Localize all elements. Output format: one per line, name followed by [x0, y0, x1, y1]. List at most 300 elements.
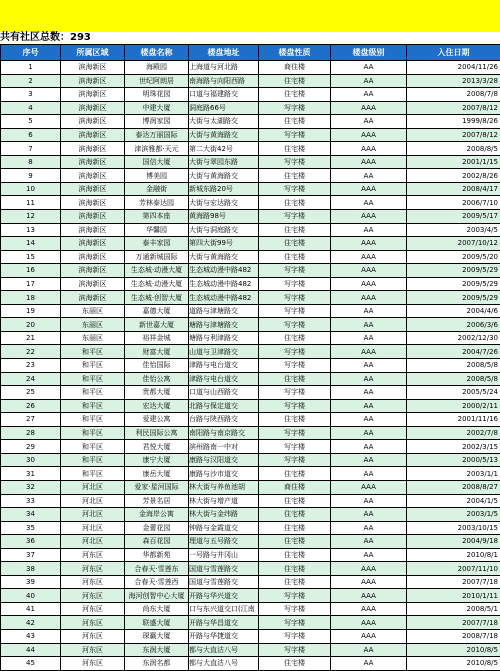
cell-building-name[interactable]: 金蕾花园 — [125, 521, 189, 535]
cell-grade[interactable]: AA — [331, 453, 407, 467]
cell-index[interactable]: 5 — [1, 115, 61, 129]
table-row[interactable] — [1, 480, 500, 494]
cell-address[interactable]: 开路与华兴道交 — [189, 589, 259, 603]
cell-building-name[interactable]: 生态城·动漫大厦 — [125, 277, 189, 291]
cell-grade[interactable]: AA — [331, 643, 407, 657]
cell-move-in-date[interactable]: 2008/8/5 — [407, 142, 500, 156]
table-row[interactable] — [1, 643, 500, 657]
cell-building-name[interactable]: 国信大厦 — [125, 155, 189, 169]
cell-building-name[interactable]: 华馨园 — [125, 223, 189, 237]
cell-move-in-date[interactable]: 2009/5/20 — [407, 250, 500, 264]
cell-address[interactable]: 口与东兴道交口(江南 — [189, 602, 259, 616]
cell-move-in-date[interactable]: 2004/4/6 — [407, 304, 500, 318]
cell-grade[interactable]: AAA — [331, 128, 407, 142]
cell-building-name[interactable]: 津滨雅都·天元 — [125, 142, 189, 156]
cell-address[interactable]: 林大街与养鱼池胡 — [189, 480, 259, 494]
cell-type[interactable]: 商住楼 — [259, 61, 331, 75]
cell-index[interactable]: 38 — [1, 562, 61, 576]
cell-district[interactable]: 河东区 — [61, 657, 125, 671]
cell-move-in-date[interactable]: 2002/3/15 — [407, 440, 500, 454]
cell-grade[interactable]: AAA — [331, 210, 407, 224]
cell-address[interactable]: 南阳路与南京路交 — [189, 426, 259, 440]
cell-address[interactable]: 都与大直沽八号 — [189, 643, 259, 657]
cell-district[interactable]: 滨海新区 — [61, 210, 125, 224]
table-row[interactable] — [1, 508, 500, 522]
cell-move-in-date[interactable]: 1999/8/26 — [407, 115, 500, 129]
cell-district[interactable]: 滨海新区 — [61, 237, 125, 251]
cell-type[interactable]: 写字楼 — [259, 643, 331, 657]
cell-address[interactable]: 生态城动漫中路482 — [189, 277, 259, 291]
cell-grade[interactable]: AA — [331, 440, 407, 454]
cell-district[interactable]: 河北区 — [61, 535, 125, 549]
cell-grade[interactable]: AAA — [331, 250, 407, 264]
cell-building-name[interactable]: 财富大厦 — [125, 345, 189, 359]
table-row[interactable] — [1, 589, 500, 603]
cell-address[interactable]: 国道与雪莲路交 — [189, 575, 259, 589]
cell-grade[interactable]: AA — [331, 359, 407, 373]
column-header[interactable]: 所属区域 — [61, 45, 125, 61]
table-row[interactable] — [1, 535, 500, 549]
cell-type[interactable]: 住宅楼 — [259, 250, 331, 264]
table-row[interactable] — [1, 101, 500, 115]
cell-type[interactable]: 写字楼 — [259, 629, 331, 643]
cell-index[interactable]: 44 — [1, 643, 61, 657]
cell-building-name[interactable]: 嘉德大厦 — [125, 304, 189, 318]
cell-building-name[interactable]: 康宁大厦 — [125, 453, 189, 467]
cell-building-name[interactable]: 华都新苑 — [125, 548, 189, 562]
cell-building-name[interactable]: 贵都大厦 — [125, 386, 189, 400]
table-row[interactable] — [1, 304, 500, 318]
table-row[interactable] — [1, 629, 500, 643]
cell-index[interactable]: 17 — [1, 277, 61, 291]
cell-grade[interactable]: AA — [331, 304, 407, 318]
cell-move-in-date[interactable]: 2008/5/1 — [407, 602, 500, 616]
cell-building-name[interactable]: 第四本座 — [125, 210, 189, 224]
cell-address[interactable]: 塘路与利津路交 — [189, 331, 259, 345]
cell-index[interactable]: 28 — [1, 426, 61, 440]
cell-index[interactable]: 2 — [1, 74, 61, 88]
cell-move-in-date[interactable]: 2009/5/29 — [407, 264, 500, 278]
cell-grade[interactable]: AAA — [331, 101, 407, 115]
cell-grade[interactable]: AA — [331, 88, 407, 102]
table-row[interactable] — [1, 182, 500, 196]
cell-building-name[interactable]: 利民国际公寓 — [125, 426, 189, 440]
cell-grade[interactable]: AAA — [331, 589, 407, 603]
cell-move-in-date[interactable]: 2010/8/1 — [407, 548, 500, 562]
cell-address[interactable]: 北路与保定道交 — [189, 399, 259, 413]
cell-grade[interactable]: AAA — [331, 575, 407, 589]
cell-district[interactable]: 和平区 — [61, 440, 125, 454]
table-row[interactable] — [1, 277, 500, 291]
cell-move-in-date[interactable]: 2005/5/24 — [407, 386, 500, 400]
cell-index[interactable]: 4 — [1, 101, 61, 115]
cell-type[interactable]: 住宅楼 — [259, 494, 331, 508]
cell-grade[interactable]: AAA — [331, 616, 407, 630]
cell-grade[interactable]: AAA — [331, 237, 407, 251]
table-row[interactable] — [1, 318, 500, 332]
cell-building-name[interactable]: 佳怡国际 — [125, 359, 189, 373]
table-row[interactable] — [1, 115, 500, 129]
cell-district[interactable]: 河东区 — [61, 629, 125, 643]
cell-type[interactable]: 写字楼 — [259, 182, 331, 196]
cell-district[interactable]: 滨海新区 — [61, 101, 125, 115]
cell-grade[interactable]: AAA — [331, 602, 407, 616]
cell-district[interactable]: 滨海新区 — [61, 128, 125, 142]
table-row[interactable] — [1, 521, 500, 535]
cell-district[interactable]: 滨海新区 — [61, 182, 125, 196]
cell-district[interactable]: 和平区 — [61, 453, 125, 467]
cell-index[interactable]: 21 — [1, 331, 61, 345]
cell-grade[interactable]: AAA — [331, 291, 407, 305]
cell-move-in-date[interactable]: 2007/11/10 — [407, 562, 500, 576]
cell-building-name[interactable]: 森百花园 — [125, 535, 189, 549]
cell-address[interactable]: 塘路与津塘路交 — [189, 318, 259, 332]
table-row[interactable] — [1, 413, 500, 427]
cell-type[interactable]: 住宅楼 — [259, 88, 331, 102]
cell-address[interactable]: 钟路与金霞道交 — [189, 521, 259, 535]
cell-district[interactable]: 河东区 — [61, 562, 125, 576]
cell-building-name[interactable]: 裕祥金城 — [125, 331, 189, 345]
cell-building-name[interactable]: 东润大厦 — [125, 643, 189, 657]
column-header[interactable]: 入住日期 — [407, 45, 500, 61]
cell-grade[interactable]: AA — [331, 521, 407, 535]
cell-district[interactable]: 滨海新区 — [61, 169, 125, 183]
cell-building-name[interactable]: 生态城·动漫大厦 — [125, 264, 189, 278]
cell-move-in-date[interactable]: 2003/4/5 — [407, 223, 500, 237]
cell-index[interactable]: 9 — [1, 169, 61, 183]
cell-district[interactable]: 河东区 — [61, 575, 125, 589]
cell-address[interactable]: 开路与华昌道交 — [189, 616, 259, 630]
cell-district[interactable]: 和平区 — [61, 399, 125, 413]
cell-address[interactable]: 大街与黄海路交 — [189, 128, 259, 142]
cell-move-in-date[interactable]: 2000/5/13 — [407, 453, 500, 467]
cell-grade[interactable]: AA — [331, 386, 407, 400]
cell-move-in-date[interactable]: 2001/1/15 — [407, 155, 500, 169]
cell-district[interactable]: 和平区 — [61, 426, 125, 440]
cell-index[interactable]: 41 — [1, 602, 61, 616]
cell-building-name[interactable]: 尚东大厦 — [125, 602, 189, 616]
cell-district[interactable]: 滨海新区 — [61, 250, 125, 264]
cell-type[interactable]: 写字楼 — [259, 399, 331, 413]
cell-building-name[interactable]: 合春天·雪莲西 — [125, 575, 189, 589]
column-header[interactable]: 序号 — [1, 45, 61, 61]
cell-move-in-date[interactable]: 2009/5/29 — [407, 277, 500, 291]
cell-building-name[interactable]: 泰丰家园 — [125, 237, 189, 251]
cell-move-in-date[interactable]: 2002/7/8 — [407, 426, 500, 440]
cell-type[interactable]: 住宅楼 — [259, 74, 331, 88]
cell-building-name[interactable]: 明珠花园 — [125, 88, 189, 102]
cell-index[interactable]: 20 — [1, 318, 61, 332]
cell-district[interactable]: 东丽区 — [61, 304, 125, 318]
cell-address[interactable]: 康路与沙市道交 — [189, 467, 259, 481]
cell-index[interactable]: 11 — [1, 196, 61, 210]
cell-grade[interactable]: AAA — [331, 264, 407, 278]
cell-grade[interactable]: AA — [331, 372, 407, 386]
cell-index[interactable]: 10 — [1, 182, 61, 196]
cell-address[interactable]: 上海道与河北路 — [189, 61, 259, 75]
cell-district[interactable]: 和平区 — [61, 386, 125, 400]
cell-move-in-date[interactable]: 2001/11/16 — [407, 413, 500, 427]
cell-grade[interactable]: AA — [331, 508, 407, 522]
cell-building-name[interactable]: 海河创智中心大厦 — [125, 589, 189, 603]
cell-type[interactable]: 写字楼 — [259, 128, 331, 142]
cell-address[interactable]: 都与大直沽八号 — [189, 657, 259, 671]
table-row[interactable] — [1, 223, 500, 237]
cell-index[interactable]: 35 — [1, 521, 61, 535]
cell-district[interactable]: 滨海新区 — [61, 291, 125, 305]
cell-type[interactable]: 住宅楼 — [259, 467, 331, 481]
cell-building-name[interactable]: 博润家园 — [125, 115, 189, 129]
cell-type[interactable]: 写字楼 — [259, 589, 331, 603]
table-row[interactable] — [1, 602, 500, 616]
cell-index[interactable]: 37 — [1, 548, 61, 562]
table-row[interactable] — [1, 142, 500, 156]
cell-type[interactable]: 写字楼 — [259, 440, 331, 454]
cell-type[interactable]: 住宅楼 — [259, 575, 331, 589]
cell-district[interactable]: 河北区 — [61, 494, 125, 508]
cell-type[interactable]: 商住楼 — [259, 480, 331, 494]
cell-district[interactable]: 河北区 — [61, 508, 125, 522]
cell-district[interactable]: 滨海新区 — [61, 196, 125, 210]
cell-type[interactable]: 住宅楼 — [259, 169, 331, 183]
cell-address[interactable]: 大街与宏达路交 — [189, 196, 259, 210]
cell-type[interactable]: 住宅楼 — [259, 196, 331, 210]
cell-index[interactable]: 32 — [1, 480, 61, 494]
cell-move-in-date[interactable]: 2007/8/12 — [407, 101, 500, 115]
cell-district[interactable]: 和平区 — [61, 359, 125, 373]
cell-type[interactable]: 住宅楼 — [259, 223, 331, 237]
table-row[interactable] — [1, 250, 500, 264]
cell-type[interactable]: 住宅楼 — [259, 237, 331, 251]
cell-type[interactable]: 写字楼 — [259, 101, 331, 115]
cell-address[interactable]: 大街与黄海路交 — [189, 250, 259, 264]
table-row[interactable] — [1, 61, 500, 75]
cell-grade[interactable]: AA — [331, 535, 407, 549]
cell-grade[interactable]: AA — [331, 331, 407, 345]
cell-building-name[interactable]: 合春天·雪莲东 — [125, 562, 189, 576]
table-row[interactable] — [1, 494, 500, 508]
cell-move-in-date[interactable]: 2004/9/18 — [407, 535, 500, 549]
cell-type[interactable]: 写字楼 — [259, 616, 331, 630]
cell-grade[interactable]: AA — [331, 61, 407, 75]
cell-district[interactable]: 滨海新区 — [61, 264, 125, 278]
cell-type[interactable]: 住宅楼 — [259, 657, 331, 671]
cell-index[interactable]: 33 — [1, 494, 61, 508]
cell-type[interactable]: 住宅楼 — [259, 548, 331, 562]
cell-grade[interactable]: AA — [331, 426, 407, 440]
cell-move-in-date[interactable]: 2008/5/8 — [407, 372, 500, 386]
cell-move-in-date[interactable]: 2010/8/5 — [407, 643, 500, 657]
cell-grade[interactable]: AA — [331, 74, 407, 88]
cell-index[interactable]: 23 — [1, 359, 61, 373]
cell-district[interactable]: 滨海新区 — [61, 142, 125, 156]
cell-building-name[interactable]: 联盛大厦 — [125, 616, 189, 630]
table-row[interactable] — [1, 575, 500, 589]
table-row[interactable] — [1, 210, 500, 224]
cell-move-in-date[interactable]: 2010/1/11 — [407, 589, 500, 603]
cell-grade[interactable]: AAA — [331, 480, 407, 494]
cell-building-name[interactable]: 君悦大厦 — [125, 440, 189, 454]
cell-grade[interactable]: AAA — [331, 629, 407, 643]
cell-district[interactable]: 滨海新区 — [61, 74, 125, 88]
cell-building-name[interactable]: 万通新城国际 — [125, 250, 189, 264]
cell-building-name[interactable]: 中建大厦 — [125, 101, 189, 115]
cell-building-name[interactable]: 泰达万丽国际 — [125, 128, 189, 142]
cell-address[interactable]: 理道与五号路交 — [189, 535, 259, 549]
cell-grade[interactable]: AA — [331, 548, 407, 562]
table-row[interactable] — [1, 291, 500, 305]
cell-grade[interactable]: AAA — [331, 155, 407, 169]
cell-grade[interactable]: AAA — [331, 562, 407, 576]
cell-district[interactable]: 滨海新区 — [61, 277, 125, 291]
table-row[interactable] — [1, 440, 500, 454]
table-row[interactable] — [1, 196, 500, 210]
table-row[interactable] — [1, 331, 500, 345]
cell-type[interactable]: 住宅楼 — [259, 535, 331, 549]
table-row[interactable] — [1, 562, 500, 576]
cell-grade[interactable]: AA — [331, 494, 407, 508]
table-row[interactable] — [1, 426, 500, 440]
cell-district[interactable]: 滨海新区 — [61, 88, 125, 102]
cell-address[interactable]: 口道与福建路交 — [189, 88, 259, 102]
cell-move-in-date[interactable]: 2002/8/26 — [407, 169, 500, 183]
cell-grade[interactable]: AA — [331, 399, 407, 413]
cell-move-in-date[interactable]: 2010/8/5 — [407, 657, 500, 671]
cell-index[interactable]: 25 — [1, 386, 61, 400]
cell-address[interactable]: 滨州路南一中对 — [189, 440, 259, 454]
cell-index[interactable]: 13 — [1, 223, 61, 237]
cell-index[interactable]: 19 — [1, 304, 61, 318]
cell-district[interactable]: 河北区 — [61, 480, 125, 494]
cell-move-in-date[interactable]: 2009/5/17 — [407, 210, 500, 224]
cell-move-in-date[interactable]: 2009/5/29 — [407, 291, 500, 305]
cell-type[interactable]: 写字楼 — [259, 277, 331, 291]
cell-address[interactable]: 道路与津塘路交 — [189, 304, 259, 318]
table-row[interactable] — [1, 128, 500, 142]
cell-building-name[interactable]: 金融街 — [125, 182, 189, 196]
table-row[interactable] — [1, 372, 500, 386]
cell-grade[interactable]: AAA — [331, 142, 407, 156]
cell-address[interactable]: 大街与翠园东路 — [189, 155, 259, 169]
table-row[interactable] — [1, 359, 500, 373]
column-header[interactable]: 楼盘性质 — [259, 45, 331, 61]
cell-index[interactable]: 1 — [1, 61, 61, 75]
cell-district[interactable]: 和平区 — [61, 413, 125, 427]
cell-address[interactable]: 山道与卫津路交 — [189, 345, 259, 359]
cell-move-in-date[interactable]: 2008/5/8 — [407, 359, 500, 373]
cell-move-in-date[interactable]: 2003/1/5 — [407, 508, 500, 522]
cell-move-in-date[interactable]: 2004/7/26 — [407, 345, 500, 359]
cell-district[interactable]: 河东区 — [61, 548, 125, 562]
cell-building-name[interactable]: 佳怡公寓 — [125, 372, 189, 386]
cell-building-name[interactable]: 海殿园 — [125, 61, 189, 75]
table-row[interactable] — [1, 74, 500, 88]
cell-building-name[interactable]: 芳林泰达园 — [125, 196, 189, 210]
cell-address[interactable]: 新城东路20号 — [189, 182, 259, 196]
cell-index[interactable]: 7 — [1, 142, 61, 156]
cell-building-name[interactable]: 芳景名居 — [125, 494, 189, 508]
column-header[interactable]: 楼盘地址 — [189, 45, 259, 61]
cell-grade[interactable]: AA — [331, 223, 407, 237]
table-row[interactable] — [1, 237, 500, 251]
table-row[interactable] — [1, 155, 500, 169]
table-row[interactable] — [1, 616, 500, 630]
table-row[interactable] — [1, 169, 500, 183]
cell-move-in-date[interactable]: 2008/7/18 — [407, 629, 500, 643]
cell-index[interactable]: 45 — [1, 657, 61, 671]
cell-grade[interactable]: AA — [331, 657, 407, 671]
cell-move-in-date[interactable]: 2004/11/26 — [407, 61, 500, 75]
cell-district[interactable]: 河东区 — [61, 616, 125, 630]
cell-move-in-date[interactable]: 2004/1/5 — [407, 494, 500, 508]
cell-address[interactable]: 大街与太湖路交 — [189, 115, 259, 129]
cell-move-in-date[interactable]: 2003/1/1 — [407, 467, 500, 481]
table-row[interactable] — [1, 467, 500, 481]
cell-grade[interactable]: AA — [331, 169, 407, 183]
cell-index[interactable]: 40 — [1, 589, 61, 603]
cell-type[interactable]: 写字楼 — [259, 264, 331, 278]
cell-district[interactable]: 和平区 — [61, 345, 125, 359]
cell-building-name[interactable]: 宏达大厦 — [125, 399, 189, 413]
cell-type[interactable]: 住宅楼 — [259, 142, 331, 156]
cell-move-in-date[interactable]: 2008/4/17 — [407, 182, 500, 196]
cell-building-name[interactable]: 博美园 — [125, 169, 189, 183]
cell-type[interactable]: 住宅楼 — [259, 331, 331, 345]
cell-type[interactable]: 写字楼 — [259, 291, 331, 305]
cell-grade[interactable]: AA — [331, 413, 407, 427]
cell-index[interactable]: 30 — [1, 453, 61, 467]
cell-address[interactable]: 生态城动漫中路482 — [189, 291, 259, 305]
cell-district[interactable]: 滨海新区 — [61, 223, 125, 237]
cell-index[interactable]: 27 — [1, 413, 61, 427]
cell-type[interactable]: 写字楼 — [259, 155, 331, 169]
cell-move-in-date[interactable]: 2006/7/10 — [407, 196, 500, 210]
cell-index[interactable]: 15 — [1, 250, 61, 264]
cell-building-name[interactable]: 世纪阿朗居 — [125, 74, 189, 88]
cell-type[interactable]: 住宅楼 — [259, 413, 331, 427]
cell-grade[interactable]: AAA — [331, 345, 407, 359]
cell-type[interactable]: 写字楼 — [259, 318, 331, 332]
cell-district[interactable]: 东丽区 — [61, 331, 125, 345]
cell-district[interactable]: 和平区 — [61, 467, 125, 481]
cell-district[interactable]: 河东区 — [61, 643, 125, 657]
cell-index[interactable]: 31 — [1, 467, 61, 481]
cell-district[interactable]: 滨海新区 — [61, 115, 125, 129]
cell-index[interactable]: 6 — [1, 128, 61, 142]
cell-index[interactable]: 8 — [1, 155, 61, 169]
cell-address[interactable]: 大街与黄海路交 — [189, 169, 259, 183]
cell-district[interactable]: 和平区 — [61, 372, 125, 386]
cell-address[interactable]: 第四大街99号 — [189, 237, 259, 251]
cell-index[interactable]: 14 — [1, 237, 61, 251]
table-row[interactable] — [1, 453, 500, 467]
cell-index[interactable]: 43 — [1, 629, 61, 643]
cell-building-name[interactable]: 新世嘉大厦 — [125, 318, 189, 332]
cell-building-name[interactable]: 生态城·创智大厦 — [125, 291, 189, 305]
cell-move-in-date[interactable]: 2006/3/6 — [407, 318, 500, 332]
column-header[interactable]: 楼盘级别 — [331, 45, 407, 61]
cell-district[interactable]: 河东区 — [61, 589, 125, 603]
cell-address[interactable]: 国道与雪莲路交 — [189, 562, 259, 576]
cell-address[interactable]: 口道与山西路交 — [189, 386, 259, 400]
cell-address[interactable]: 生态城动漫中路482 — [189, 264, 259, 278]
table-row[interactable] — [1, 345, 500, 359]
cell-building-name[interactable]: 爱家·星河国际 — [125, 480, 189, 494]
cell-move-in-date[interactable]: 2007/8/12 — [407, 128, 500, 142]
cell-grade[interactable]: AA — [331, 115, 407, 129]
cell-district[interactable]: 河东区 — [61, 602, 125, 616]
cell-address[interactable]: 大街与洞庭路交 — [189, 223, 259, 237]
